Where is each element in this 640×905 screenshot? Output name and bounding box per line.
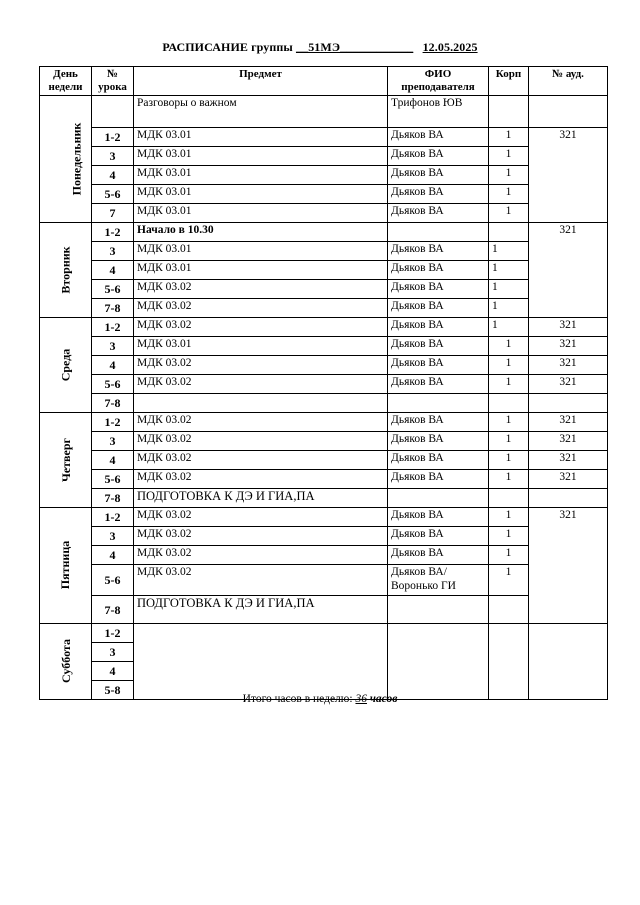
total-label: Итого часов в неделю:: [242, 693, 356, 705]
teacher-cell: Дьяков ВА: [388, 128, 489, 147]
table-row: [40, 470, 608, 489]
room-cell: [529, 394, 608, 413]
building-cell: 1: [489, 128, 529, 147]
subject-cell: МДК 03.02: [134, 451, 388, 470]
table-row: [40, 596, 608, 624]
building-cell: 1: [489, 413, 529, 432]
building-cell: 1: [489, 527, 529, 546]
total-value: 36: [355, 693, 367, 705]
building-cell: 1: [489, 337, 529, 356]
table-row: [40, 204, 608, 223]
building-cell: 1: [489, 470, 529, 489]
subject-cell: МДК 03.02: [134, 546, 388, 565]
lesson-number: 1-2: [92, 128, 134, 147]
teacher-cell: Дьяков ВА: [388, 166, 489, 185]
subject-cell: МДК 03.02: [134, 318, 388, 337]
subject-cell: МДК 03.01: [134, 337, 388, 356]
total-unit: часов: [366, 693, 398, 705]
lesson-number: 3: [92, 432, 134, 451]
table-row: [40, 394, 608, 413]
teacher-cell: Дьяков ВА: [388, 451, 489, 470]
teacher-cell: Дьяков ВА: [388, 470, 489, 489]
room-cell: 321: [529, 470, 608, 489]
building-cell: 1: [489, 299, 529, 318]
subject-cell: МДК 03.01: [134, 204, 388, 223]
table-row: [40, 318, 608, 337]
room-cell: 321: [529, 318, 608, 337]
lesson-number: 1-2: [92, 413, 134, 432]
building-cell: [489, 624, 529, 700]
building-cell: [489, 596, 529, 624]
subject-cell: МДК 03.02: [134, 527, 388, 546]
subject-cell: [134, 394, 388, 413]
subject-cell: МДК 03.02: [134, 413, 388, 432]
lesson-number: 4: [92, 451, 134, 470]
table-row: [40, 413, 608, 432]
teacher-cell: Дьяков ВА: [388, 261, 489, 280]
day-label: Вторник: [58, 245, 73, 294]
table-row: [40, 565, 608, 596]
building-cell: 1: [489, 375, 529, 394]
header-day: День недели: [40, 67, 92, 96]
subject-cell: МДК 03.01: [134, 128, 388, 147]
lesson-number: 4: [92, 166, 134, 185]
table-row: [40, 432, 608, 451]
document-title: [0, 40, 640, 55]
subject-cell: МДК 03.02: [134, 356, 388, 375]
room-cell: 321: [529, 413, 608, 432]
teacher-cell: Дьяков ВА: [388, 299, 489, 318]
day-friday: [40, 508, 92, 624]
lesson-number: 5-6: [92, 185, 134, 204]
lesson-number: 1-2: [92, 624, 134, 643]
day-tuesday: [40, 223, 92, 318]
room-cell: [529, 489, 608, 508]
subject-cell: МДК 03.01: [134, 166, 388, 185]
lesson-number: 5-6: [92, 470, 134, 489]
lesson-number: 5-6: [92, 375, 134, 394]
room-cell: 321: [529, 337, 608, 356]
table-row: [40, 489, 608, 508]
title-prefix: РАСПИСАНИЕ группы: [162, 40, 296, 54]
subject-cell: ПОДГОТОВКА К ДЭ И ГИА,ПА: [134, 489, 388, 508]
teacher-cell: Дьяков ВА: [388, 337, 489, 356]
building-cell: 1: [489, 565, 529, 596]
table-row: [40, 242, 608, 261]
room-cell: 321: [529, 432, 608, 451]
lesson-number: 3: [92, 242, 134, 261]
table-row: [40, 337, 608, 356]
lesson-number: 1-2: [92, 508, 134, 527]
building-cell: [489, 96, 529, 128]
subject-cell: МДК 03.02: [134, 508, 388, 527]
room-cell: 321: [529, 356, 608, 375]
table-row: [40, 96, 608, 128]
lesson-number: 3: [92, 643, 134, 662]
room-cell: 321: [529, 223, 608, 318]
day-thursday: [40, 413, 92, 508]
subject-cell: МДК 03.02: [134, 280, 388, 299]
room-cell: 321: [529, 451, 608, 470]
table-row: [40, 185, 608, 204]
subject-cell: Разговоры о важном: [134, 96, 388, 128]
day-label: Понедельник: [69, 122, 84, 195]
table-row: [40, 261, 608, 280]
header-room: № ауд.: [529, 67, 608, 96]
lesson-number: 4: [92, 261, 134, 280]
lesson-number: 3: [92, 147, 134, 166]
teacher-cell: Дьяков ВА: [388, 508, 489, 527]
subject-cell: МДК 03.02: [134, 299, 388, 318]
subject-cell: МДК 03.02: [134, 565, 388, 596]
teacher-cell: Дьяков ВА: [388, 546, 489, 565]
subject-cell: МДК 03.02: [134, 432, 388, 451]
building-cell: 1: [489, 185, 529, 204]
lesson-number: 1-2: [92, 223, 134, 242]
teacher-cell: Дьяков ВА: [388, 318, 489, 337]
subject-cell: МДК 03.01: [134, 242, 388, 261]
teacher-cell: Дьяков ВА: [388, 204, 489, 223]
subject-cell: [134, 624, 388, 700]
table-row: [40, 546, 608, 565]
building-cell: 1: [489, 546, 529, 565]
building-cell: [489, 394, 529, 413]
schedule-date: 12.05.2025: [422, 40, 478, 54]
table-row: [40, 280, 608, 299]
lesson-number: 3: [92, 337, 134, 356]
table-row: [40, 299, 608, 318]
subject-cell: МДК 03.02: [134, 470, 388, 489]
teacher-cell: Дьяков ВА: [388, 280, 489, 299]
lesson-number: 7-8: [92, 596, 134, 624]
subject-cell: МДК 03.02: [134, 375, 388, 394]
room-cell: 321: [529, 375, 608, 394]
building-cell: 1: [489, 166, 529, 185]
lesson-number: 3: [92, 527, 134, 546]
table-row: [40, 166, 608, 185]
building-cell: 1: [489, 204, 529, 223]
building-cell: 1: [489, 508, 529, 527]
teacher-cell: Дьяков ВА: [388, 432, 489, 451]
table-row: [40, 375, 608, 394]
table-row: [40, 508, 608, 527]
subject-cell: МДК 03.01: [134, 185, 388, 204]
building-cell: 1: [489, 147, 529, 166]
teacher-cell: Дьяков ВА/Воронько ГИ: [388, 565, 489, 596]
building-cell: [489, 489, 529, 508]
teacher-cell: [388, 489, 489, 508]
teacher-cell: Дьяков ВА: [388, 527, 489, 546]
teacher-cell: Дьяков ВА: [388, 413, 489, 432]
day-label: Среда: [58, 348, 73, 381]
lesson-number: 7-8: [92, 299, 134, 318]
lesson-number: 4: [92, 356, 134, 375]
teacher-cell: [388, 624, 489, 700]
lesson-number: 5-6: [92, 565, 134, 596]
teacher-cell: [388, 596, 489, 624]
subject-cell: МДК 03.01: [134, 147, 388, 166]
teacher-cell: Дьяков ВА: [388, 375, 489, 394]
day-saturday: [40, 624, 92, 700]
group-name: __51МЭ____________: [296, 40, 414, 54]
header-building: Корп: [489, 67, 529, 96]
teacher-cell: [388, 223, 489, 242]
building-cell: 1: [489, 261, 529, 280]
table-row: [40, 223, 608, 242]
building-cell: 1: [489, 242, 529, 261]
building-cell: 1: [489, 280, 529, 299]
teacher-cell: Дьяков ВА: [388, 356, 489, 375]
table-row: [40, 451, 608, 470]
table-row: [40, 128, 608, 147]
lesson-number: 7: [92, 204, 134, 223]
building-cell: 1: [489, 432, 529, 451]
subject-cell: МДК 03.01: [134, 261, 388, 280]
room-cell: 321: [529, 128, 608, 223]
lesson-number: 7-8: [92, 394, 134, 413]
day-label: Четверг: [58, 437, 73, 482]
lesson-number: 5-6: [92, 280, 134, 299]
room-cell: [529, 96, 608, 128]
building-cell: [489, 223, 529, 242]
day-label: Суббота: [58, 639, 73, 683]
day-label: Пятница: [58, 540, 73, 590]
subject-cell: ПОДГОТОВКА К ДЭ И ГИА,ПА: [134, 596, 388, 624]
schedule-table: [39, 66, 608, 700]
teacher-cell: Трифонов ЮВ: [388, 96, 489, 128]
header-lesson: № урока: [92, 67, 134, 96]
header-teacher: ФИО преподавателя: [388, 67, 489, 96]
lesson-number: [92, 96, 134, 128]
table-row: [40, 356, 608, 375]
header-subject: Предмет: [134, 67, 388, 96]
subject-cell: Начало в 10.30: [134, 223, 388, 242]
teacher-cell: [388, 394, 489, 413]
teacher-cell: Дьяков ВА: [388, 185, 489, 204]
table-row: [40, 527, 608, 546]
building-cell: 1: [489, 356, 529, 375]
room-cell: [529, 624, 608, 700]
lesson-number: 4: [92, 546, 134, 565]
table-row: [40, 624, 608, 643]
building-cell: 1: [489, 318, 529, 337]
day-monday: [40, 96, 92, 223]
room-cell: 321: [529, 508, 608, 624]
weekly-hours-total: [0, 693, 640, 705]
day-wednesday: [40, 318, 92, 413]
teacher-cell: Дьяков ВА: [388, 147, 489, 166]
lesson-number: 4: [92, 662, 134, 681]
teacher-cell: Дьяков ВА: [388, 242, 489, 261]
lesson-number: 7-8: [92, 489, 134, 508]
building-cell: 1: [489, 451, 529, 470]
lesson-number: 5-8: [92, 681, 134, 700]
lesson-number: 1-2: [92, 318, 134, 337]
table-row: [40, 147, 608, 166]
header-row: [40, 67, 608, 96]
